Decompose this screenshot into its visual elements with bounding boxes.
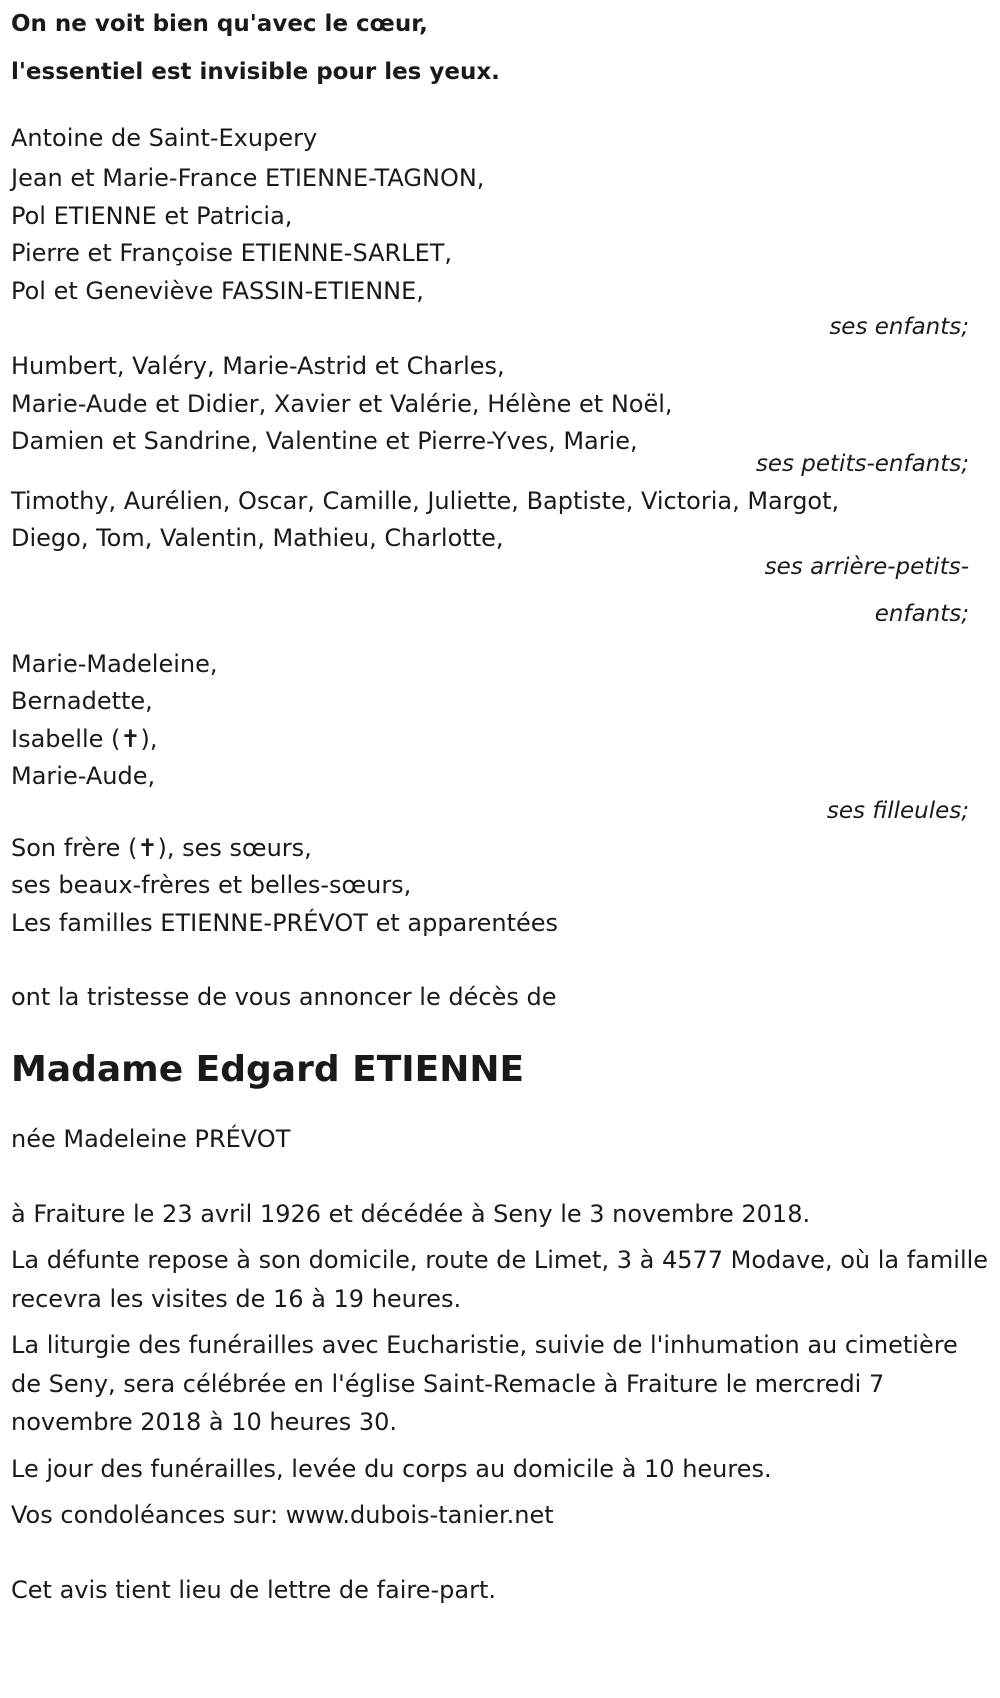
grandchildren-line: Damien et Sandrine, Valentine et Pierre-Yves, Marie, (11, 427, 638, 455)
siblings-group (11, 830, 989, 943)
goddaughters-group (11, 646, 989, 830)
quote-author: Antoine de Saint-Exupery (11, 124, 318, 152)
condolences-info: Vos condoléances sur: www.dubois-tanier.net (11, 1501, 554, 1529)
children-line: Jean et Marie-France ETIENNE-TAGNON, (11, 164, 485, 192)
children-line: Pierre et Françoise ETIENNE-SARLET, (11, 239, 453, 267)
children-role: ses enfants; (829, 314, 969, 340)
children-group (11, 160, 989, 346)
goddaughter-line: Marie-Madeleine, (11, 649, 218, 678)
announcement: ont la tristesse de vous annoncer le décès de (11, 983, 557, 1011)
great-grandchildren-line: Diego, Tom, Valentin, Mathieu, Charlotte, (11, 524, 504, 552)
siblings-line: Son frère (✝), ses sœurs, (11, 833, 312, 862)
children-line: Pol ETIENNE et Patricia, (11, 201, 293, 230)
maiden-name: née Madeleine PRÉVOT (11, 1125, 291, 1153)
grandchildren-line: Marie-Aude et Didier, Xavier et Valérie, Hélène et Noël, (11, 389, 673, 418)
great-grandchildren-group (11, 483, 989, 638)
deceased-name: Madame Edgard ETIENNE (11, 1049, 525, 1090)
goddaughter-line: Isabelle (✝), (11, 724, 158, 753)
great-grandchildren-line: Timothy, Aurélien, Oscar, Camille, Juliette, Baptiste, Victoria, Margot, (11, 486, 840, 515)
goddaughter-line: Marie-Aude, (11, 762, 156, 790)
obituary-notice (11, 0, 989, 1609)
children-line: Pol et Geneviève FASSIN-ETIENNE, (11, 276, 424, 305)
grandchildren-line: Humbert, Valéry, Marie-Astrid et Charles, (11, 352, 505, 380)
grandchildren-group (11, 348, 989, 483)
notice-text: Cet avis tient lieu de lettre de faire-part. (11, 1575, 496, 1604)
siblings-line: ses beaux-frères et belles-sœurs, (11, 871, 412, 899)
quote (11, 0, 989, 96)
goddaughters-role: ses filleules; (826, 797, 969, 824)
goddaughter-line: Bernadette, (11, 687, 153, 715)
siblings-line: Les familles ETIENNE-PRÉVOT et apparentées (11, 908, 559, 937)
viewing-info: La défunte repose à son domicile, route de Limet, 3 à 4577 Modave, où la famille recevra les visites de 16 à 19 heures. (11, 1246, 989, 1313)
quote-line-1: On ne voit bien qu'avec le cœur, (11, 11, 428, 37)
liturgy-info: La liturgie des funérailles avec Eucharistie, suivie de l'inhumation au cimetière de Seny, sera célébrée en l'église Saint-Remacle à Fraiture le mercredi 7 novembre 2018 à 10 heures 30. (11, 1331, 958, 1436)
quote-line-2: l'essentiel est invisible pour les yeux. (11, 59, 500, 85)
great-grandchildren-role: ses arrière-petits-enfants; (764, 553, 969, 627)
departure-info: Le jour des funérailles, levée du corps au domicile à 10 heures. (11, 1454, 772, 1483)
grandchildren-role: ses petits-enfants; (755, 450, 969, 477)
birth-death-dates: à Fraiture le 23 avril 1926 et décédée à Seny le 3 novembre 2018. (11, 1199, 811, 1228)
